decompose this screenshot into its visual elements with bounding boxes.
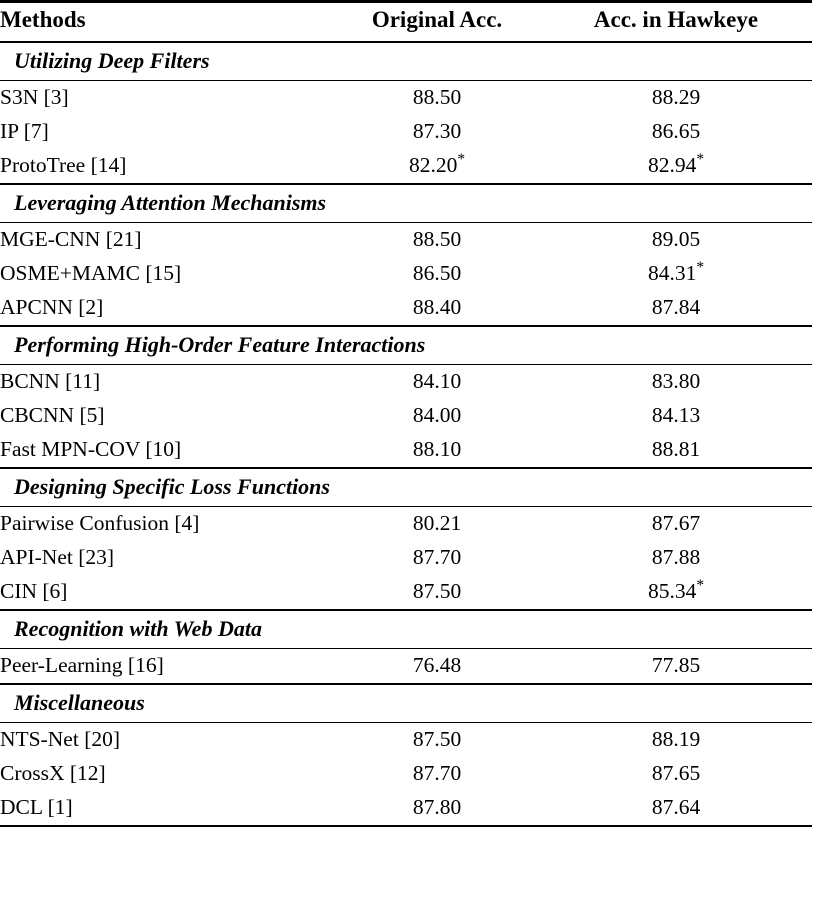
original-accuracy-value: 88.50	[412, 85, 462, 109]
hawkeye-accuracy-value: 86.65	[651, 119, 701, 143]
table-header-row	[0, 3, 812, 42]
footnote-asterisk: *	[696, 258, 705, 276]
footnote-asterisk: *	[696, 150, 705, 168]
column-header-original-acc: Original Acc.	[371, 7, 503, 32]
hawkeye-accuracy-value: 85.34*	[647, 576, 705, 603]
table-row	[0, 399, 812, 433]
section-title: Miscellaneous	[14, 690, 145, 715]
section-title: Recognition with Web Data	[14, 616, 262, 641]
hawkeye-accuracy-value: 77.85	[651, 653, 701, 677]
original-accuracy-value: 76.48	[412, 653, 462, 677]
hawkeye-accuracy-value: 84.31*	[647, 258, 705, 285]
table-row	[0, 365, 812, 399]
footnote-asterisk: *	[696, 576, 705, 594]
original-accuracy-value: 84.00	[412, 403, 462, 427]
original-accuracy-value: 88.10	[412, 437, 462, 461]
method-name: S3N [3]	[0, 85, 69, 109]
section-title: Designing Specific Loss Functions	[14, 474, 330, 499]
table-row	[0, 115, 812, 149]
method-name: Fast MPN-COV [10]	[0, 437, 182, 461]
table-row	[0, 507, 812, 541]
section-title: Performing High-Order Feature Interactions	[14, 332, 426, 357]
table-bottom-rule	[0, 826, 812, 827]
method-name: APCNN [2]	[0, 295, 104, 319]
table-row	[0, 757, 812, 791]
method-name: API-Net [23]	[0, 545, 115, 569]
column-header-acc-in-hawkeye: Acc. in Hawkeye	[593, 7, 759, 32]
results-table-body	[0, 2, 812, 828]
original-accuracy-value: 87.50	[412, 579, 462, 603]
method-name: IP [7]	[0, 119, 49, 143]
table-row	[0, 723, 812, 757]
hawkeye-accuracy-value: 84.13	[651, 403, 701, 427]
section-header-row	[0, 469, 812, 507]
method-name: Peer-Learning [16]	[0, 653, 164, 677]
original-accuracy-value: 86.50	[412, 261, 462, 285]
horizontal-rule	[0, 826, 812, 827]
method-name: DCL [1]	[0, 795, 73, 819]
section-header-row	[0, 43, 812, 81]
original-accuracy-value: 87.50	[412, 727, 462, 751]
table-row	[0, 223, 812, 257]
table-row	[0, 791, 812, 826]
section-title: Leveraging Attention Mechanisms	[14, 190, 327, 215]
hawkeye-accuracy-value: 82.94*	[647, 150, 705, 177]
table-row	[0, 81, 812, 115]
original-accuracy-value: 88.50	[412, 227, 462, 251]
section-header-row	[0, 327, 812, 365]
original-accuracy-value: 84.10	[412, 369, 462, 393]
method-name: NTS-Net [20]	[0, 727, 121, 751]
method-name: OSME+MAMC [15]	[0, 261, 182, 285]
method-name: CrossX [12]	[0, 761, 106, 785]
method-name: MGE-CNN [21]	[0, 227, 142, 251]
original-accuracy-value: 82.20*	[408, 150, 466, 177]
hawkeye-accuracy-value: 87.84	[651, 295, 701, 319]
hawkeye-accuracy-value: 87.67	[651, 511, 701, 535]
column-header-methods: Methods	[0, 7, 86, 32]
method-name: Pairwise Confusion [4]	[0, 511, 200, 535]
table-row	[0, 149, 812, 184]
hawkeye-accuracy-value: 87.88	[651, 545, 701, 569]
section-header-row	[0, 185, 812, 223]
table-row	[0, 433, 812, 468]
method-name: CBCNN [5]	[0, 403, 105, 427]
method-name: CIN [6]	[0, 579, 68, 603]
footnote-asterisk: *	[457, 150, 466, 168]
hawkeye-accuracy-value: 83.80	[651, 369, 701, 393]
original-accuracy-value: 88.40	[412, 295, 462, 319]
method-name: ProtoTree [14]	[0, 153, 127, 177]
hawkeye-accuracy-value: 89.05	[651, 227, 701, 251]
section-header-row	[0, 611, 812, 649]
table-row	[0, 257, 812, 291]
table-row	[0, 575, 812, 610]
hawkeye-accuracy-value: 87.64	[651, 795, 701, 819]
table-row	[0, 291, 812, 326]
original-accuracy-value: 87.30	[412, 119, 462, 143]
hawkeye-accuracy-value: 88.81	[651, 437, 701, 461]
table-row	[0, 649, 812, 684]
hawkeye-accuracy-value: 88.19	[651, 727, 701, 751]
section-title: Utilizing Deep Filters	[14, 48, 210, 73]
original-accuracy-value: 80.21	[412, 511, 462, 535]
table-row	[0, 541, 812, 575]
original-accuracy-value: 87.70	[412, 545, 462, 569]
method-name: BCNN [11]	[0, 369, 101, 393]
original-accuracy-value: 87.70	[412, 761, 462, 785]
hawkeye-accuracy-value: 87.65	[651, 761, 701, 785]
hawkeye-accuracy-value: 88.29	[651, 85, 701, 109]
section-header-row	[0, 685, 812, 723]
original-accuracy-value: 87.80	[412, 795, 462, 819]
